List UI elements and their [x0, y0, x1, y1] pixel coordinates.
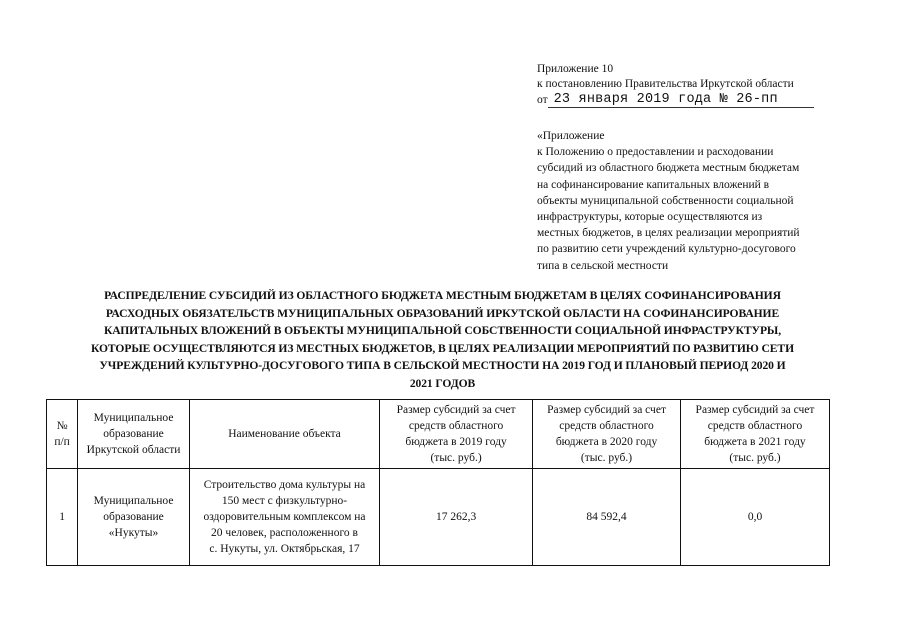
header-line: (тыс. руб.): [580, 452, 633, 464]
header-cell-object: [189, 400, 379, 469]
header-cell-2019: [380, 400, 533, 469]
table-row: [47, 469, 830, 566]
cell-line: 17 262,3: [435, 511, 477, 523]
header-line: бюджета в 2020 году: [555, 436, 658, 448]
header-line: Размер субсидий за счет: [695, 404, 815, 416]
cell-line: «Нукуты»: [108, 527, 159, 539]
cell-object: [189, 469, 379, 566]
appendix-number: Приложение 10: [537, 63, 614, 75]
cell-line: Строительство дома культуры на: [203, 479, 366, 491]
cell-line: образование: [103, 511, 164, 523]
title-line: 2021 ГОДОВ: [409, 376, 476, 390]
cell-line: 20 человек, расположенного в: [211, 527, 358, 539]
polozhenie-line: типа в сельской местности: [537, 259, 669, 272]
appendix-header: [537, 62, 827, 108]
polozhenie-line: на софинансирование капитальных вложений в: [537, 178, 770, 191]
cell-line: с. Нукуты, ул. Октябрьская, 17: [209, 543, 360, 555]
cell-amount-2020: [533, 469, 681, 566]
subsidy-table: [46, 399, 830, 566]
cell-line: 1: [59, 511, 65, 523]
cell-line: Муниципальное: [93, 495, 174, 507]
polozhenie-line: к Положению о предоставлении и расходовании: [537, 146, 774, 159]
title-line: УЧРЕЖДЕНИЙ КУЛЬТУРНО-ДОСУГОВОГО ТИПА В СЕЛЬСКОЙ МЕСТНОСТИ НА 2019 ГОД И ПЛАНОВЫЙ ПЕРИОД 2020 И: [99, 359, 786, 372]
header-line: Муниципальное: [93, 412, 174, 424]
header-line: средств областного: [408, 420, 504, 432]
polozhenie-line: субсидий из областного бюджета местным бюджетам: [537, 162, 800, 175]
cell-line: 84 592,4: [586, 511, 627, 523]
cell-line: 150 мест с физкультурно-: [221, 495, 348, 507]
header-line: Размер субсидий за счет: [396, 404, 516, 416]
date-prefix: от: [537, 94, 548, 106]
title-line: КОТОРЫЕ ОСУЩЕСТВЛЯЮТСЯ ИЗ МЕСТНЫХ БЮДЖЕТОВ, В ЦЕЛЯХ РЕАЛИЗАЦИИ МЕРОПРИЯТИЙ ПО РАЗВИТИЮ СЕТИ: [91, 341, 794, 355]
cell-number: [47, 469, 78, 566]
cell-line: оздоровительным комплексом на: [203, 511, 366, 523]
title-line: РАСПРЕДЕЛЕНИЕ СУБСИДИЙ ИЗ ОБЛАСТНОГО БЮДЖЕТА МЕСТНЫМ БЮДЖЕТАМ В ЦЕЛЯХ СОФИНАНСИРОВАНИЯ: [104, 289, 781, 302]
appendix-reference: к постановлению Правительства Иркутской области: [537, 78, 794, 90]
header-line: п/п: [54, 436, 70, 448]
header-line: средств областного: [707, 420, 803, 432]
cell-municipality: [78, 469, 190, 566]
header-line: №: [56, 420, 68, 432]
header-line: Наименование объекта: [228, 428, 341, 440]
polozhenie-line: объекты муниципальной собственности социальной: [537, 194, 794, 207]
header-line: образование: [103, 428, 164, 440]
header-cell-number: [47, 400, 78, 469]
header-line: Размер субсидий за счет: [547, 404, 666, 416]
header-line: (тыс. руб.): [430, 452, 482, 464]
cell-amount-2021: [681, 469, 830, 566]
cell-line: 0,0: [747, 511, 763, 523]
header-line: бюджета в 2019 году: [405, 436, 507, 448]
table-header-row: [47, 400, 830, 469]
header-cell-2021: [681, 400, 830, 469]
date-stamp: 23 января 2019 года № 26-пп: [548, 92, 814, 108]
title-line: КАПИТАЛЬНЫХ ВЛОЖЕНИЙ В ОБЪЕКТЫ МУНИЦИПАЛЬНОЙ СОБСТВЕННОСТИ СОЦИАЛЬНОЙ ИНФРАСТРУКТУРЫ,: [103, 324, 782, 337]
appendix-dateline: [537, 92, 827, 108]
header-line: Иркутской области: [86, 444, 181, 456]
header-cell-municipality: [78, 400, 190, 469]
title-line: РАСХОДНЫХ ОБЯЗАТЕЛЬСТВ МУНИЦИПАЛЬНЫХ ОБРАЗОВАНИЙ ИРКУТСКОЙ ОБЛАСТИ НА СОФИНАНСИРОВАНИЕ: [105, 306, 780, 320]
polozhenie-line: по развитию сети учреждений культурно-досугового: [537, 243, 796, 256]
polozhenie-block: [537, 128, 837, 274]
cell-amount-2019: [380, 469, 533, 566]
polozhenie-line: местных бюджетов, в целях реализации мероприятий: [537, 227, 800, 240]
header-line: бюджета в 2021 году: [704, 436, 806, 448]
header-cell-2020: [533, 400, 681, 469]
polozhenie-line: «Приложение: [537, 130, 605, 142]
polozhenie-line: инфраструктуры, которые осуществляются из: [537, 211, 763, 224]
document-title: [55, 287, 830, 392]
header-line: средств областного: [559, 420, 654, 432]
header-line: (тыс. руб.): [729, 452, 781, 464]
